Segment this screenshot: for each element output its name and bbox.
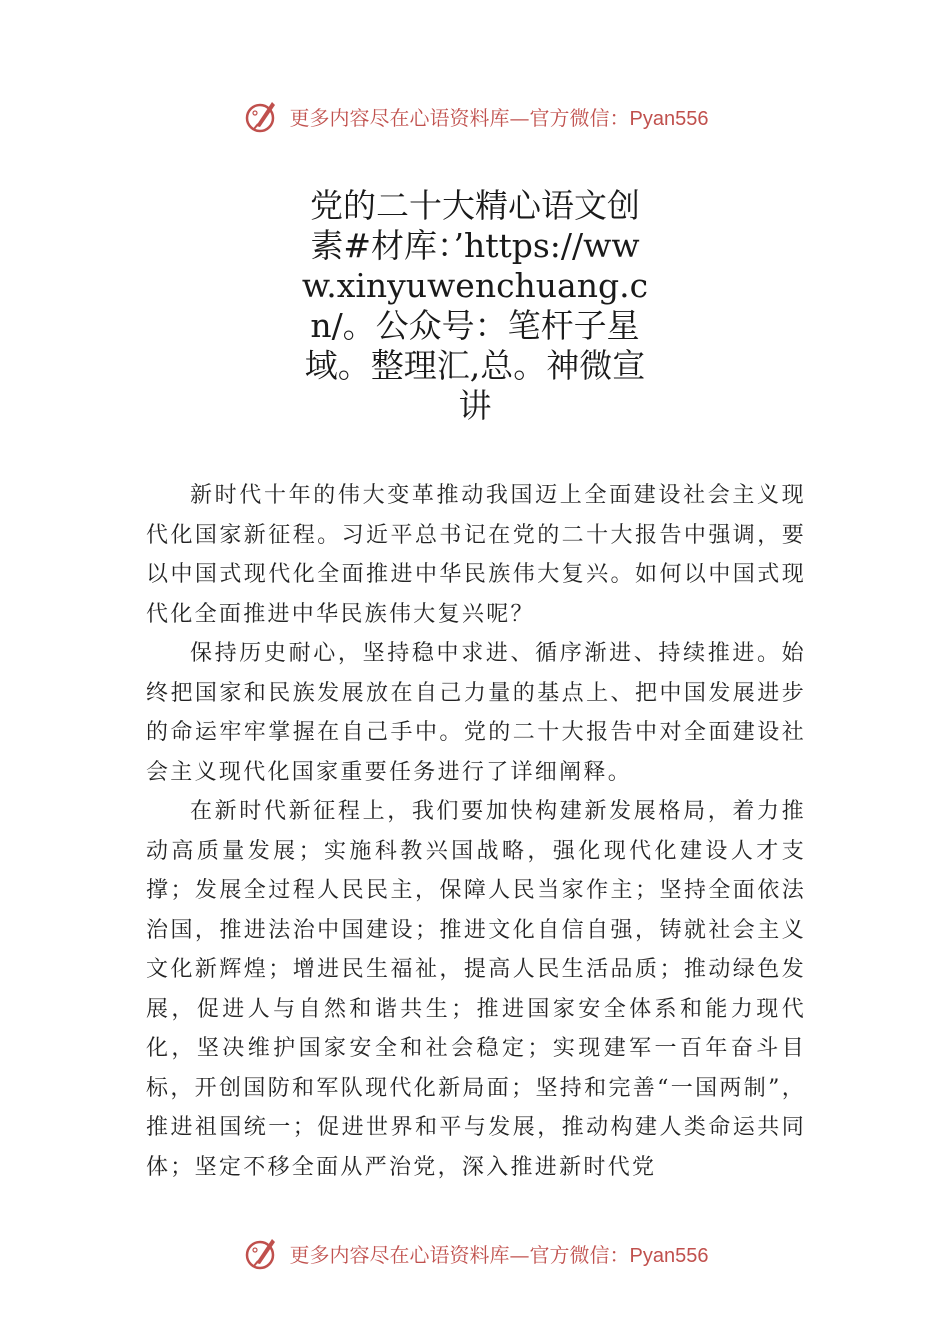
page-title: 党的二十大精心语文创素#材库：’https://www.xinyuwenchuang.cn/。公众号：笔杆子星域。整理汇,总。神微宣讲 xyxy=(301,186,649,425)
paragraph: 在新时代新征程上，我们要加快构建新发展格局，着力推动高质量发展；实施科教兴国战略，强化现代化建设人才支撑；发展全过程人民民主，保障人民当家作主；坚持全面依法治国，推进法治中国建设；推进文化自信自强，铸就社会主义文化新辉煌；增进民生福祉，提高人民生活品质；推动绿色发展，促进人与自然和谐共生；推进国家安全体系和能力现代化，坚决维护国家安全和社会稳定；实现建军一百年奋斗目标，开创国防和军队现代化新局面；坚持和完善“一国两制”，推进祖国统一；促进世界和平与发展，推动构建人类命运共同体；坚定不移全面从严治党，深入推进新时代党 xyxy=(146,799,806,1180)
document-body xyxy=(146,476,806,1187)
wechat-id: Pyan556 xyxy=(629,107,709,130)
paragraph: 新时代十年的伟大变革推动我国迈上全面建设社会主义现代化国家新征程。习近平总书记在党的二十大报告中强调，要以中国式现代化全面推进中华民族伟大复兴。如何以中国式现代化全面推进中华民族伟大复兴呢？ xyxy=(146,483,806,627)
header-banner xyxy=(0,96,950,136)
wechat-id: Pyan556 xyxy=(629,1244,709,1267)
quill-pen-logo-icon xyxy=(242,1233,282,1273)
banner-text: 更多内容尽在心语资料库—官方微信：Pyan556 xyxy=(289,105,709,130)
paragraph: 保持历史耐心，坚持稳中求进、循序渐进、持续推进。始终把国家和民族发展放在自己力量的基点上、把中国发展进步的命运牢牢掌握在自己手中。党的二十大报告中对全面建设社会主义现代化国家重要任务进行了详细阐释。 xyxy=(146,641,806,785)
quill-pen-logo-icon xyxy=(242,96,282,136)
banner-text: 更多内容尽在心语资料库—官方微信：Pyan556 xyxy=(289,1242,709,1267)
footer-banner xyxy=(0,1233,950,1273)
